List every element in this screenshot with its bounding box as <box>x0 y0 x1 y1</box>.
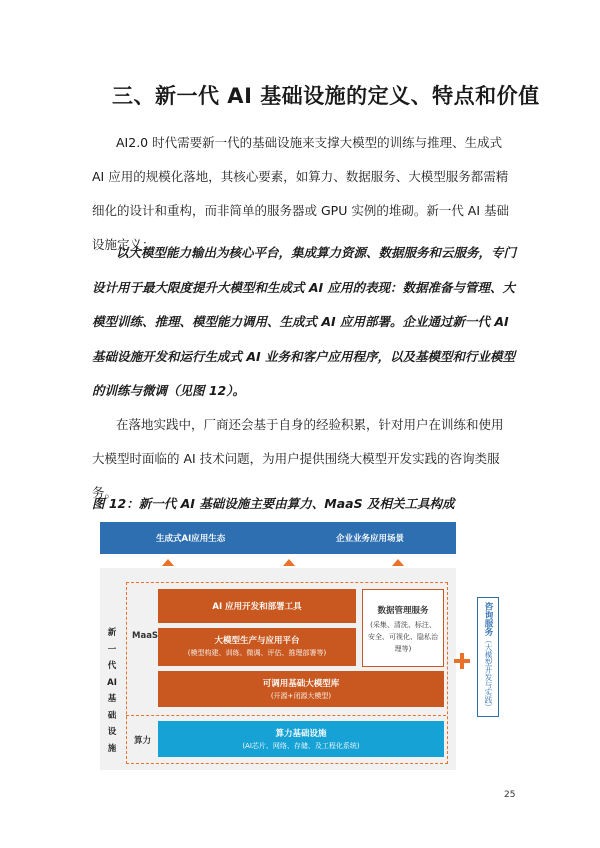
business-scenario-label: 企业业务应用场景 <box>336 534 405 544</box>
compute-infra-title: 算力基础设施 <box>275 729 327 739</box>
model-library-title: 可调用基础大模型库 <box>262 679 340 689</box>
platform-title: 大模型生产与应用平台 <box>214 636 300 646</box>
dev-tools-title: AI 应用开发和部署工具 <box>212 602 302 612</box>
compute-infra-box <box>158 721 444 757</box>
compute-label: 算力 <box>134 736 152 746</box>
consulting-subtitle: （大模型开发与实践） <box>484 636 493 711</box>
paragraph-intro: AI2.0 时代需要新一代的基础设施来支撑大模型的训练与推理、生成式 AI 应用的规模化落地，其核心要素，如算力、数据服务、大模型服务都需精细化的设计和重构，而非简单的服务器或 GPU 实例的堆砌。新一代 AI 基础设施定义： <box>92 135 510 252</box>
maas-label: MaaS <box>132 631 159 641</box>
definition-quote: 以大模型能力输出为核心平台，集成算力资源、数据服务和云服务，专门设计用于最大限度提升大模型和生成式 AI 应用的表现：数据准备与管理、大模型训练、推理、模型能力调用、生成式 AI 应用部署。企业通过新一代 AI 基础设施开发和运行生成式 AI 业务和客户应用程序，以及基模型和行业模型的训练与微调（见图 12）。 <box>92 245 517 398</box>
paragraph-practice: 在落地实践中，厂商还会基于自身的经验积累，针对用户在训练和使用大模型时面临的 AI 技术问题，为用户提供围绕大模型开发实践的咨询类服务。 <box>92 417 504 500</box>
app-layer-bar <box>100 522 456 554</box>
plus-icon <box>454 653 470 669</box>
platform-subtitle: (模型构建、训练、微调、评估、推理部署等) <box>187 649 327 657</box>
dev-tools-box <box>158 589 356 623</box>
platform-box <box>158 628 356 666</box>
infrastructure-side-label: 新一代AI基础设施 <box>107 628 117 754</box>
figure-caption: 图 12：新一代 AI 基础设施主要由算力、MaaS 及相关工具构成 <box>92 496 455 511</box>
app-ecosystem-label: 生成式AI应用生态 <box>156 534 226 544</box>
model-library-box <box>158 671 444 707</box>
data-service-title: 数据管理服务 <box>377 606 429 616</box>
page-number: 25 <box>504 790 516 800</box>
up-arrow-icon <box>162 559 174 566</box>
figure-12 <box>100 522 502 770</box>
up-arrow-icon <box>392 559 404 566</box>
data-service-subtitle: (采集、清洗、标注、安全、可视化、隐私治理等) <box>368 621 438 653</box>
consulting-box <box>477 597 499 717</box>
consulting-title: 咨询服务 <box>483 602 493 636</box>
data-service-box <box>362 589 444 667</box>
up-arrow-icon <box>283 559 295 566</box>
compute-infra-subtitle: (AI芯片、网络、存储、及工程化系统) <box>242 742 360 750</box>
model-library-subtitle: (开源+闭源大模型) <box>270 692 332 700</box>
section-title: 三、新一代 AI 基础设施的定义、特点和价值 <box>112 84 540 108</box>
